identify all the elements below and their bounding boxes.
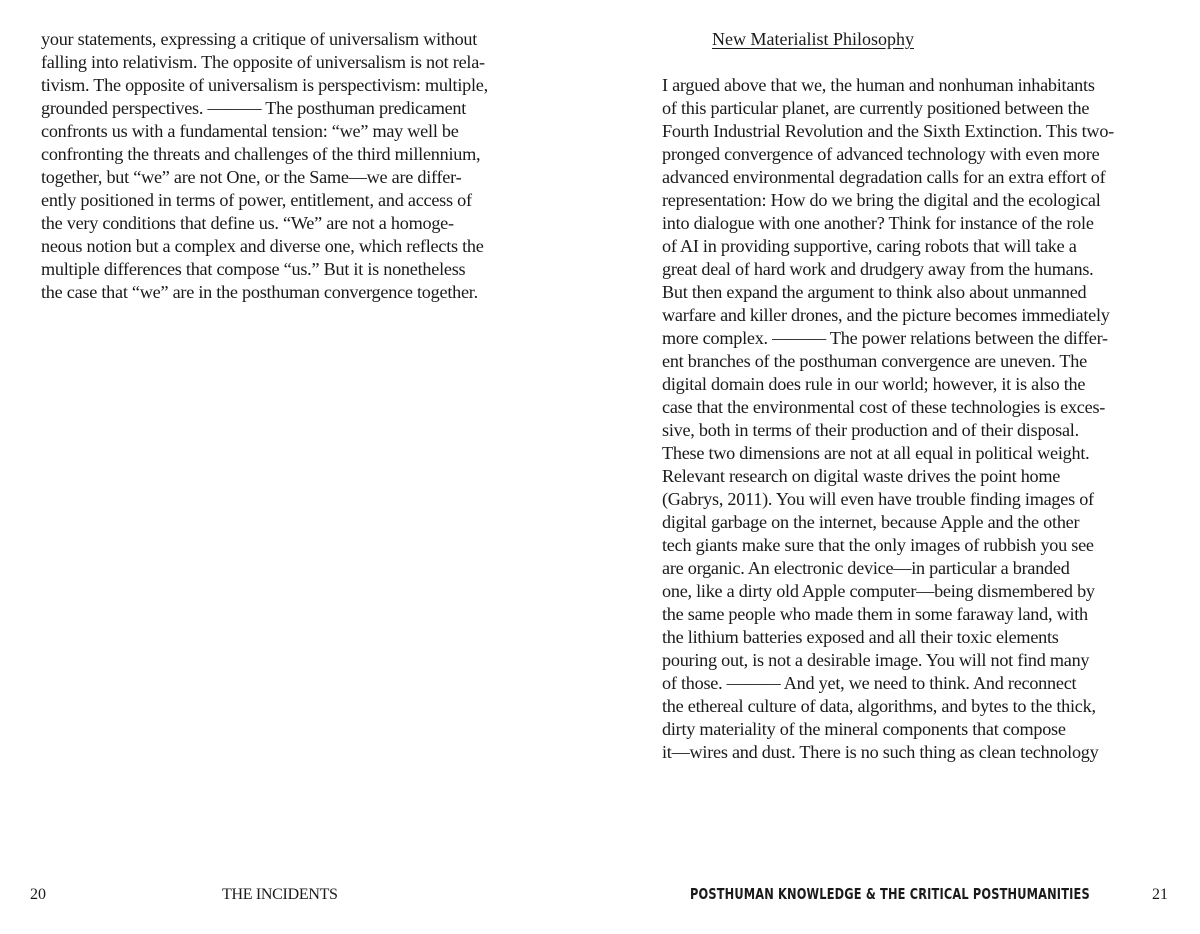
text-line: the ethereal culture of data, algorithms, and bytes to the thick, <box>662 696 1096 716</box>
text-line: case that the environmental cost of these technologies is exces- <box>662 397 1106 417</box>
text-line: dirty materiality of the mineral components that compose <box>662 719 1066 739</box>
left-footer-title: THE INCIDENTS <box>222 886 338 903</box>
text-line: multiple differences that compose “us.” But it is nonetheless <box>41 259 466 279</box>
text-line: the very conditions that define us. “We” are not a homoge- <box>41 213 454 233</box>
text-line: (Gabrys, 2011). You will even have trouble finding images of <box>662 489 1094 509</box>
text-line: sive, both in terms of their production and of their disposal. <box>662 420 1079 440</box>
text-line: These two dimensions are not at all equal in political weight. <box>662 443 1090 463</box>
text-line: together, but “we” are not One, or the Same—we are differ- <box>41 167 462 187</box>
text-line: digital garbage on the internet, because Apple and the other <box>662 512 1080 532</box>
text-line: of those. ——— And yet, we need to think. And reconnect <box>662 673 1077 693</box>
text-line: neous notion but a complex and diverse one, which reflects the <box>41 236 484 256</box>
text-line: digital domain does rule in our world; however, it is also the <box>662 374 1086 394</box>
text-line: are organic. An electronic device—in particular a branded <box>662 558 1070 578</box>
text-line: your statements, expressing a critique of universalism without <box>41 29 478 49</box>
text-line: confronting the threats and challenges of the third millennium, <box>41 144 481 164</box>
text-line: confronts us with a fundamental tension: “we” may well be <box>41 121 459 141</box>
text-line: of this particular planet, are currently positioned between the <box>662 98 1090 118</box>
text-line: great deal of hard work and drudgery away from the humans. <box>662 259 1094 279</box>
text-line: more complex. ——— The power relations between the differ- <box>662 328 1108 348</box>
left-page-number: 20 <box>30 886 46 903</box>
right-body-text <box>662 74 1114 764</box>
text-line: the case that “we” are in the posthuman convergence together. <box>41 282 478 302</box>
running-head: New Materialist Philosophy <box>712 29 914 49</box>
text-line: pronged convergence of advanced technology with even more <box>662 144 1100 164</box>
text-line: the lithium batteries exposed and all their toxic elements <box>662 627 1059 647</box>
text-line: pouring out, is not a desirable image. You will not find many <box>662 650 1090 670</box>
text-line: the same people who made them in some faraway land, with <box>662 604 1088 624</box>
text-line: representation: How do we bring the digital and the ecological <box>662 190 1101 210</box>
right-footer-title: POSTHUMAN KNOWLEDGE & THE CRITICAL POSTHUMANITIES <box>690 885 1090 903</box>
text-line: ent branches of the posthuman convergence are uneven. The <box>662 351 1087 371</box>
text-line: it—wires and dust. There is no such thing as clean technology <box>662 742 1099 762</box>
text-line: tivism. The opposite of universalism is perspectivism: multiple, <box>41 75 488 95</box>
text-line: advanced environmental degradation calls for an extra effort of <box>662 167 1106 187</box>
text-line: one, like a dirty old Apple computer—being dismembered by <box>662 581 1095 601</box>
right-page-number: 21 <box>1152 886 1168 903</box>
text-line: I argued above that we, the human and nonhuman inhabitants <box>662 75 1095 95</box>
text-line: into dialogue with one another? Think for instance of the role <box>662 213 1094 233</box>
text-line: falling into relativism. The opposite of universalism is not rela- <box>41 52 485 72</box>
text-line: tech giants make sure that the only images of rubbish you see <box>662 535 1094 555</box>
text-line: warfare and killer drones, and the picture becomes immediately <box>662 305 1110 325</box>
text-line: But then expand the argument to think also about unmanned <box>662 282 1087 302</box>
text-line: Relevant research on digital waste drives the point home <box>662 466 1061 486</box>
text-line: ently positioned in terms of power, entitlement, and access of <box>41 190 472 210</box>
text-line: grounded perspectives. ——— The posthuman predicament <box>41 98 467 118</box>
text-line: Fourth Industrial Revolution and the Sixth Extinction. This two- <box>662 121 1114 141</box>
text-line: of AI in providing supportive, caring robots that will take a <box>662 236 1077 256</box>
